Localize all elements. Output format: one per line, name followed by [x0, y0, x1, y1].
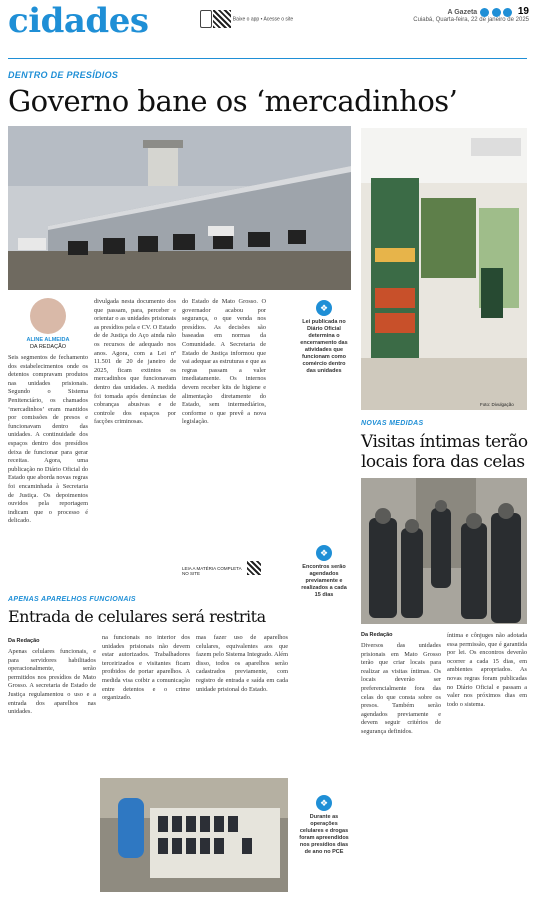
author-avatar: [30, 298, 66, 334]
info-icon: ❖: [316, 300, 332, 316]
header-divider: [8, 58, 527, 59]
visits-headline: Visitas íntimas terão locais fora das celas: [361, 432, 528, 472]
main-column-1: Seis segmentos de fechamento dos estabelecimentos onde os detentos compravam produtos nas unidades prisionais. Segundo o Sistema Penitenciário, os chamados ‘mercadinhos’ eram mantidos por comissões de presos e funcionavam dentro das unidades. A continuidade dos espaços dentro dos presídios deixa de funcionar para gerar receitas. Agora, uma publicação no Diário Oficial do Estado que aborda novas regras foi encaminhada à Secretaria de Justiça. Os depoimentos ouvidos pela reportagem indicam que o processo é delicado.: [8, 354, 88, 525]
page-number: 19: [517, 6, 529, 17]
phones-headline: Entrada de celulares será restrita: [8, 607, 266, 626]
main-headline: Governo bane os ‘mercadinhos’: [8, 84, 458, 118]
phones-column-1: Apenas celulares funcionais, e para servidores habilitados operacionalmente, serão permitidos nos presídios de Mato Grosso. A secretaria de Estado de Justiça regulamentou o uso e a entrada dos aparelhos nas unidades.: [8, 648, 96, 716]
facebook-icon: [480, 8, 489, 17]
phones-kicker: APENAS APARELHOS FUNCIONAIS: [8, 596, 136, 603]
dateline: Cuiabá, Quarta-feira, 22 de janeiro de 2025: [413, 17, 529, 23]
main-callout: [298, 300, 350, 375]
phones-callout: [298, 795, 350, 856]
store-interior-photo: [361, 128, 527, 410]
qr-code-icon: [247, 561, 261, 575]
visits-column-2: íntima e cônjuges não adotada essa permissão, que é garantida por lei. Os encontros deverão ocorrer a cada 15 dias, em ambientes apropriados. As novas regras foram publicadas no Diário Oficial e passam a valer nos próximos dias em todo o sistema.: [447, 632, 527, 708]
visits-callout-text: Encontros serão agendados previamente e realizados a cada 15 dias: [301, 564, 347, 598]
author-role: DA REDAÇÃO: [29, 344, 67, 350]
visits-column-1: Diversos das unidades prisionais em Mato Grosso terão que criar locais para realizar as visitas íntimas. Os locais deverão ser preferencialmente fora das celas do que consta sobre os presos. Também serão agendados previamente e devem seguir critérios de segurança definidos.: [361, 642, 441, 735]
section-title: cidades: [8, 1, 149, 41]
twitter-icon: [503, 8, 512, 17]
main-column-2: divulgada nesta documento dos que passam, para, perceber e orientar o as unidades prisionais as presídios pela e CV. O Estado de de Justiça do Aço ainda não os recursos de adequado nos anos. Agora, com a Lei nº 11.501 de 20 de janeiro de 2025, ficam extintos os mercadinhos que funcionavam dentro das unidades. A medida foi tomada após denúncias de cobranças abusivas e de controle dos espaços por facções criminosas.: [94, 298, 176, 426]
prison-wall-photo: [8, 126, 351, 290]
officers-photo: [361, 478, 527, 624]
author-name: ALINE ALMEIDA: [26, 337, 70, 343]
phones-column-2: na funcionais no interior dos unidades prisionais não devem estar autorizados. Trabalhadores terceirizados e visitantes ficam proibidos de portar aparelhos. A medida visa coibir a comunicação entre detentos e o crime organizado.: [102, 634, 190, 702]
newspaper-name: A Gazeta: [447, 9, 478, 16]
qr-code-icon: [213, 10, 231, 28]
seized-phones-photo: [100, 778, 288, 892]
visits-kicker: NOVAS MEDIDAS: [361, 420, 424, 427]
phone-icon: [200, 10, 212, 28]
instagram-icon: [492, 8, 501, 17]
app-promo: [200, 10, 310, 28]
info-icon: ❖: [316, 545, 332, 561]
phones-column-3: mas fazer uso de aparelhos celulares, equivalentes aos que fazem pelo Sistema Integrado. Além disso, todos os aparelhos serão cadastrados previamente, com registro de entrada e saída em cada unidade prisional do Estado.: [196, 634, 288, 693]
main-column-3: do Estado de Mato Grosso. O governador acabou por segurança, o que venda nos presídios. As decisões são baseadas em normas da Comunidade. A Secretaria de Estado de Justiça informou que vai adequar as estruturas e que as regras passam a valer imediatamente. Os internos devem receber kits de higiene e alimentação diretamente do Estado, sem intermediários, conforme o que prevê a nova legislação.: [182, 298, 266, 426]
masthead-info: [389, 6, 529, 23]
main-callout-text: Lei publicada no Diário Oficial determina o encerramento das atividades que funcionam como comércio dentro das unidades: [300, 319, 348, 374]
phones-byline: Da Redação: [8, 638, 40, 644]
visits-byline: Da Redação: [361, 632, 393, 638]
phones-callout-text: Durante as operações celulares e drogas foram apreendidos nos presídios dias de ano no PCE: [299, 814, 349, 855]
main-kicker: DENTRO DE PRESÍDIOS: [8, 70, 119, 80]
info-icon: ❖: [316, 795, 332, 811]
promo-text: Baixe o app • Acesse o site: [232, 16, 294, 23]
store-photo-credit: Foto: Divulgação: [480, 402, 514, 407]
qr-caption: LEIA A MATÉRIA COMPLETA NO SITE: [182, 566, 242, 576]
visits-callout: [298, 545, 350, 599]
